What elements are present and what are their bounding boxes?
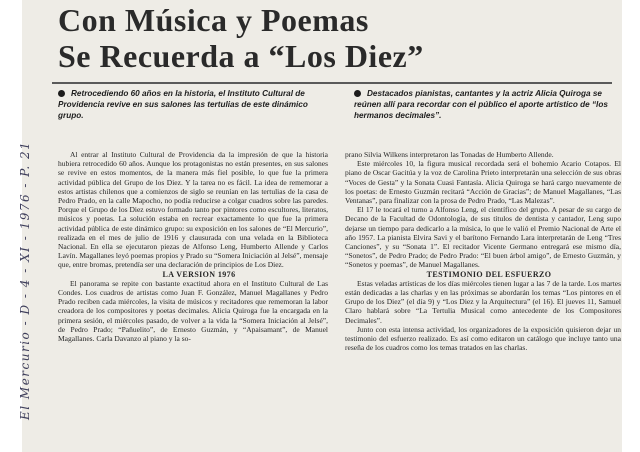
headline-rule	[52, 82, 612, 84]
section-heading-version-1976: LA VERSION 1976	[162, 269, 236, 279]
headline	[58, 2, 618, 74]
bullet-icon	[58, 90, 65, 97]
body-paragraph: El 17 le tocará el turno a Alfonso Leng, el científico del grupo. A pesar de su cargo de Decano de la Facultad de Odontología, de sus títulos de dentista y cantador, Leng supo dejarse un tiempo para dedicarlo a la música, lo que le valió el Premio Nacional de Arte el año 1957. La pianista Elvira Savi y el barítono Fernando Lara interpretarán de Leng “Tres Canciones”, y su “Sonata 1”. El recitador Vicente Germano entregará ese mismo día, “Sonetos”, de Pedro Prado; de Pedro Prado: “El buen árbol amigo”, de Ernesto Guzmán, y “Sonetos y poemas”, de Manuel Magallanes.	[345, 205, 621, 270]
handwritten-margin-note: El Mercurio - D - 4 - XI - 1976 - P. 21	[18, 140, 32, 420]
body-column-right	[345, 150, 621, 352]
section-heading-testimonio: TESTIMONIO DEL ESFUERZO	[426, 269, 552, 279]
body-paragraph: prano Silvia Wilkens interpretaron las Tonadas de Humberto Allende.	[345, 150, 554, 159]
lead-right	[354, 88, 622, 121]
headline-line-2: Se Recuerda a “Los Diez”	[58, 38, 424, 74]
bullet-icon	[354, 90, 361, 97]
body-column-left	[58, 150, 328, 343]
body-paragraph: Al entrar al Instituto Cultural de Providencia da la impresión de que la historia hubiera retrocedido 60 años. Aunque los protagonistas no están presentes, en sus salones se revive en estos momentos, de la manera más fiel posible, lo que fue la primera actividad pública del Grupo de los Diez. Y la tarea no es fácil. La idea de rememorar a estos artistas chilenos que a comienzos de siglo se reunían en las tertulias de la casa de Pedro Prado, en la calle Mapocho, no podía reducirse a colgar cuadros sobre las paredes. Porque el Grupo de los Diez estuvo formado tanto por pintores como escultores, literatos, músicos y poetas. La solución estaba en recrear exactamente lo que fue la primera actividad pública de este dinámico grupo: su exposición en los salones de “El Mercurio”, realizada en el mes de julio de 1916 y clausurada con una velada en la Biblioteca Nacional. En ella se ejecutaron piezas de Alfonso Leng, Humberto Allende y Carlos Lavín. Magallanes leyó poemas propios y Prado su “Somera Iniciación al Jelsé”, mensaje que, entre bromas, pretendía ser una declaración de principios de Los Diez.	[58, 150, 328, 270]
lead-left-text: Retrocediendo 60 años en la historia, el Instituto Cultural de Providencia revive en sus salones las tertulias de este dinámico grupo.	[58, 89, 308, 120]
body-paragraph: El panorama se repite con bastante exactitud ahora en el Instituto Cultural de Las Condes. Los cuadros de artistas como Juan F. González, Manuel Magallanes y Pedro Prado reciben cada miércoles, la visita de músicos y recitadores que rememoran la labor creadora de los compositores y poetas decimales. Alicia Quiroga fue la encargada en la primera sesión, el miércoles pasado, de volver a la vida la “Somera Iniciación al Jelsé”, de Pedro Prado; “Pañuelito”, de Ernesto Guzmán, y “Apaisamant”, de Manuel Magallanes. Carla Davanzo al piano y la so-	[58, 278, 328, 344]
lead-left	[58, 88, 330, 121]
body-paragraph: Estas veladas artísticas de los días miércoles tienen lugar a las 7 de la tarde. Los martes están dedicadas a las charlas y en las próximas se abordarán los temas “Los pintores en el Grupo de los Diez” (el día 9) y “Los Diez y la Arquitectura” (el 16). El jueves 11, Samuel Claro hablará sobre “La Tertulia Musical como antecedente de los Compositores Decimales”.	[345, 278, 621, 325]
body-paragraph: Este miércoles 10, la figura musical recordada será el bohemio Acario Cotapos. El piano de Oscar Gacitúa y la voz de Carolina Prieto interpretarán una selección de sus obras “Voces de Gesta” y la Sonata Cuasi Fantasía. Alicia Quiroga se hará cargo nuevamente de los poetas: de Ernesto Guzmán recitará “Acción de Gracias”; de Manuel Magallanes, “Las Ventanas”, para finalizar con la prosa de Pedro Prado, “Las Malezas”.	[345, 159, 621, 206]
body-paragraph: Junto con esta intensa actividad, los organizadores de la exposición quisieron dejar un testimonio del esfuerzo realizado. Es así como editaron un catálogo que incluye tanto una reseña de los cuadros como los temas tratados en las charlas.	[345, 324, 621, 353]
headline-line-1: Con Música y Poemas	[58, 2, 369, 38]
lead-right-text: Destacados pianistas, cantantes y la actriz Alicia Quiroga se reúnen allí para recordar con el público el aporte artístico de “los hermanos decimales”.	[354, 89, 608, 120]
